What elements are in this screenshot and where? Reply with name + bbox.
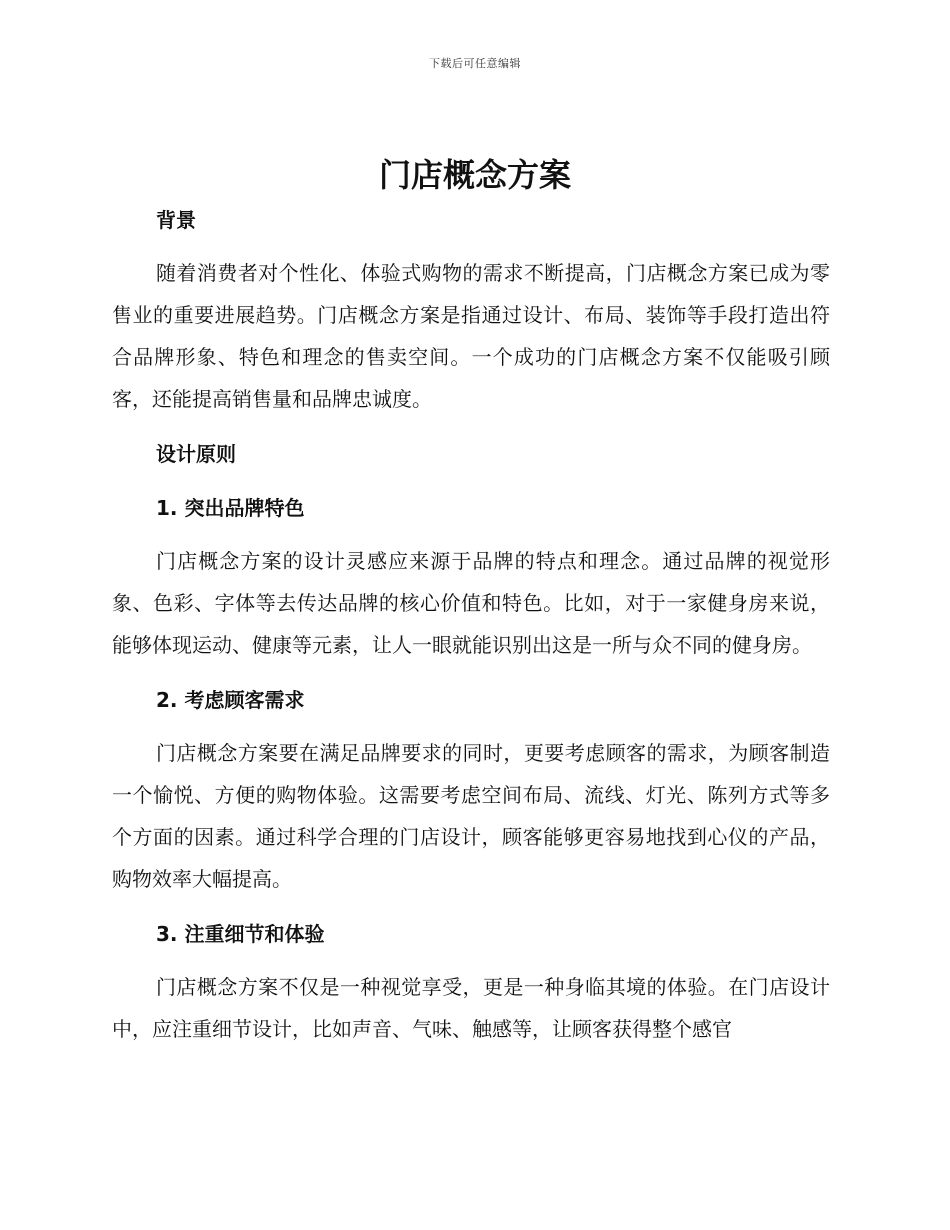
section-heading-background: 背景 (156, 208, 196, 232)
paragraph-customer-needs: 门店概念方案要在满足品牌要求的同时，更要考虑顾客的需求，为顾客制造一个愉悦、方便的购物体验。这需要考虑空间布局、流线、灯光、陈列方式等多个方面的因素。通过科学合理的门店设计，顾客能够更容易地找到心仪的产品，购物效率大幅提高。 (112, 741, 830, 891)
paragraph-brand-features: 门店概念方案的设计灵感应来源于品牌的特点和理念。通过品牌的视觉形象、色彩、字体等去传达品牌的核心价值和特色。比如，对于一家健身房来说，能够体现运动、健康等元素，让人一眼就能识别出这是一所与众不同的健身房。 (112, 549, 830, 657)
paragraph-details-experience: 门店概念方案不仅是一种视觉享受，更是一种身临其境的体验。在门店设计中，应注重细节设计，比如声音、气味、触感等，让顾客获得整个感官 (112, 975, 830, 1041)
subheading-customer-needs: 2. 考虑顾客需求 (156, 688, 305, 712)
paragraph-background: 随着消费者对个性化、体验式购物的需求不断提高，门店概念方案已成为零售业的重要进展趋势。门店概念方案是指通过设计、布局、装饰等手段打造出符合品牌形象、特色和理念的售卖空间。一个成功的门店概念方案不仅能吸引顾客，还能提高销售量和品牌忠诚度。 (112, 261, 830, 411)
subheading-details-experience: 3. 注重细节和体验 (156, 922, 325, 946)
section-heading-principles: 设计原则 (156, 442, 236, 466)
document-body (112, 200, 830, 1050)
header-note: 下载后可任意编辑 (429, 57, 521, 70)
subheading-brand-features: 1. 突出品牌特色 (156, 496, 305, 520)
page-title: 门店概念方案 (378, 156, 571, 194)
